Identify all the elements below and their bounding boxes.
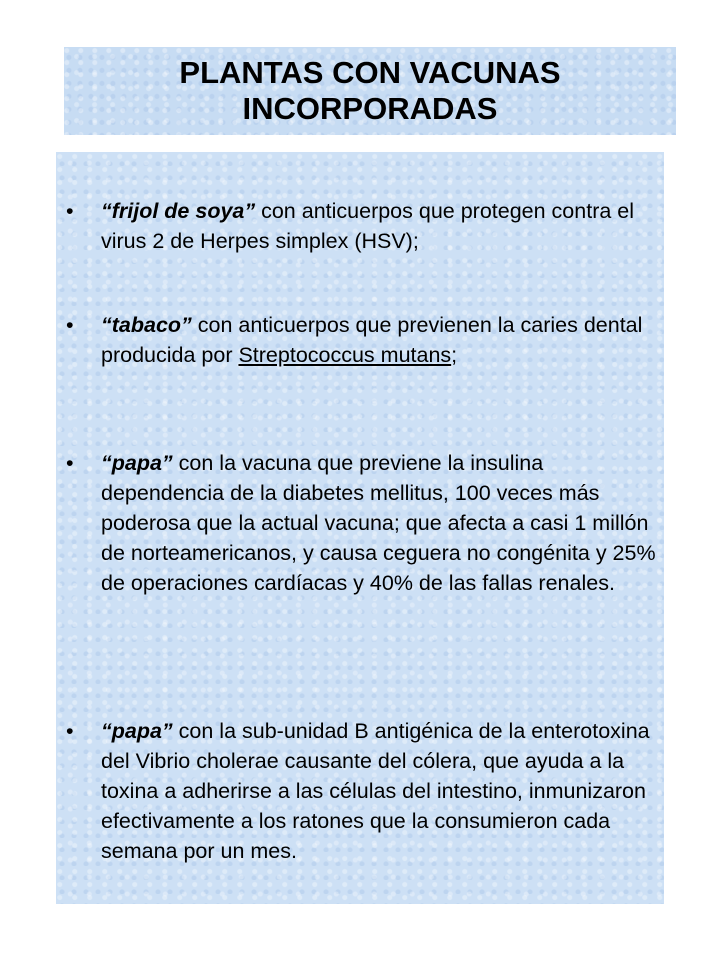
item-text [101, 716, 660, 866]
title-box [64, 47, 676, 135]
item-text [101, 196, 660, 256]
slide-title: PLANTAS CON VACUNAS INCORPORADAS [179, 55, 561, 126]
content-box [56, 152, 664, 904]
bullet-icon: • [66, 719, 74, 743]
item-term: “frijol de soya” [101, 199, 256, 223]
item-term: “tabaco” [101, 313, 192, 337]
item-description: con la sub-unidad B antigénica de la enterotoxina del Vibrio cholerae causante del cólera, que ayuda a la toxina a adherirse a las células del intestino, inmunizaron efectivamente a los ratones que la consumieron cada semana por un mes. [101, 719, 650, 863]
item-description-end: ; [451, 343, 458, 367]
bullet-icon: • [66, 313, 74, 337]
bullet-icon: • [66, 451, 74, 475]
item-text [101, 448, 660, 598]
item-term: “papa” [101, 719, 173, 743]
organism-name: Streptococcus mutans [238, 343, 452, 367]
item-term: “papa” [101, 451, 173, 475]
bullet-icon: • [66, 199, 74, 223]
item-text [101, 310, 660, 370]
item-description: con anticuerpos que protegen contra el virus 2 de Herpes simplex (HSV); [101, 199, 635, 253]
item-description: con anticuerpos que previenen la caries dental producida por [101, 313, 643, 367]
item-description: con la vacuna que previene la insulina dependencia de la diabetes mellitus, 100 veces más poderosa que la actual vacuna; que afecta a casi 1 millón de norteamericanos, y causa ceguera no congénita y 25% de operaciones cardíacas y 40% de las fallas renales. [101, 451, 656, 595]
